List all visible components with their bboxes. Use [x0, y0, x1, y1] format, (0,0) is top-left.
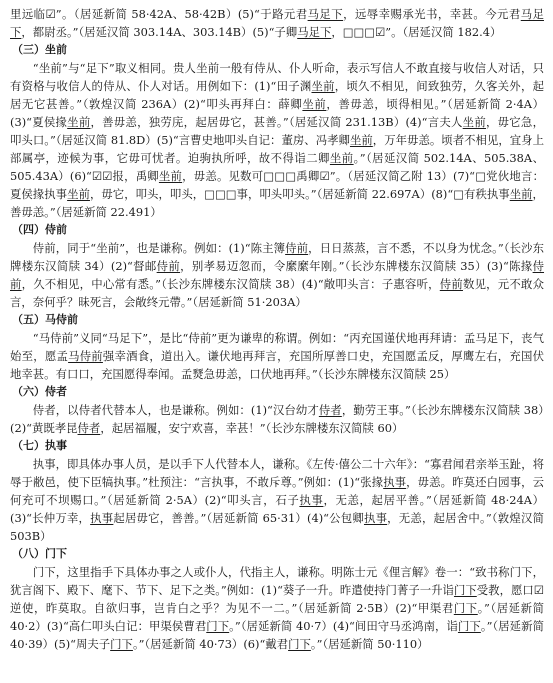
underlined-term: 侍前	[439, 277, 463, 291]
underlined-term: 马足下	[307, 7, 344, 21]
text-run: 侍前，同于“坐前”，也是谦称。例如：(1)“陈主簿	[32, 241, 286, 255]
text-run: ，起居福履，安宁欢喜，幸甚！”（长沙东牌楼东汉简牍 60）	[100, 421, 404, 435]
underlined-term: 侍前	[156, 259, 181, 273]
body-paragraph	[10, 239, 544, 311]
underlined-term: 侍前	[10, 259, 545, 291]
text-run: ，毋恙。昨莫还白园事，云何充可不坝赐口。”（居延新简 2·5A）(2)“叩头言，石子	[10, 475, 544, 507]
text-run: ，都尉丞。”（居延汉简 303.14A、303.14B）(5)“子卿	[21, 25, 298, 39]
text-run: ，善毋恙。”（居延新简 22.491）	[10, 187, 544, 219]
underlined-term: 坐前	[302, 97, 327, 111]
text-run: ，无恙，起居舍中。”（敦煌汉简 503B）	[10, 511, 544, 543]
underlined-term: 坐前	[67, 187, 90, 201]
section-heading: （四）侍前	[12, 223, 67, 236]
text-run: ，万年毋恙。顷者不相见，宜身上部属亭，迹候为事，它毋可忧者。迫驹执所呼，故不得诣二卿	[10, 133, 544, 165]
underlined-term: 坐前	[329, 151, 354, 165]
text-run: 。”（居延新简 40·73）(6)“戴君	[132, 637, 289, 651]
text-run: ，□□□☑”。（居延汉简 182.4）	[331, 25, 502, 39]
text-run: ，久不相见，中心常有悉。”（长沙东牌楼东汉简牍 38）(4)“敞叩头言：子惠容听，	[21, 277, 440, 291]
text-run: 数见，元不敢众言，奈何乎？昧死言，会敞终元帶。”（居延新简 51·203A）	[10, 277, 544, 309]
body-paragraph	[10, 563, 544, 653]
text-run: 。”（居延汉简 502.14A、505.38A、505.43A）(6)“☑☑报，禹卿	[10, 151, 544, 183]
text-run: 起居毋它，善善。”（居延新简 65·31）(4)“公包卿	[113, 511, 364, 525]
underlined-term: 执事	[90, 511, 114, 525]
text-run: 。”（居延新简 50·110）	[310, 637, 429, 651]
text-run: ，顷久不相见，间致独劳，久客关外，起居无它甚善。”（敦煌汉简 236A）(2)“叩头再拜白：薛卿	[10, 79, 544, 111]
text-run: ，毋它，叩头，叩头，□□□事，叩头叩头。”（居延新简 22.697A）(8)“□有秩执事	[89, 187, 510, 201]
underlined-term: 执事	[363, 511, 388, 525]
text-run: ，远辱幸赐承光书，幸甚。今元君	[343, 7, 521, 21]
text-run: 里远临☑”。（居延新简 58·42A、58·42B）(5)“于路元君	[10, 7, 308, 21]
text-run: ，善毋恙，顷得相见。”（居延新简 2·4A）(3)“夏侯掾	[10, 97, 544, 129]
underlined-term: 侍者	[77, 421, 101, 435]
underlined-term: 门下	[288, 637, 311, 651]
section-heading: （六）侍者	[12, 385, 67, 398]
text-run: ，毋它急，叩头口。”（居延汉简 81.8D）(5)“言曹史地叩头自记：董房、冯孝卿	[10, 115, 544, 147]
text-run: 侍者，以侍者代替本人，也是谦称。例如：(1)“汉台幼才	[32, 403, 319, 417]
body-paragraph	[10, 5, 544, 41]
body-paragraph	[10, 329, 544, 383]
text-run: ，无恙，起居平善。”（居延新简 48·24A）(3)“长仲万幸，	[10, 493, 544, 525]
underlined-term: 马足下	[10, 7, 544, 39]
text-run: ，日日蒸蒸，言不悉，不以身为忧念。”（长沙东牌楼东汉简牍 34）(2)“督邮	[10, 241, 544, 273]
text-run: “坐前”与“足下”取义相同。贵人坐前一般有侍从、仆人听命，表示写信人不敢直接与收信人对话，只有资格与收信人的侍从、仆人对话。用例如下：(1)“田子渊	[10, 61, 544, 93]
body-paragraph	[10, 59, 544, 221]
text-run: ，毋恙。见数可□□□禹卿☑”。（居延汉简乙附 13）(7)“□党伙地言：夏侯掾执事	[10, 169, 544, 201]
section-heading: （七）执事	[12, 439, 67, 452]
underlined-term: 坐前	[311, 79, 335, 93]
text-run: ，勤劳王事。”（长沙东牌楼东汉简牍 38）(2)“黄既孝昆	[10, 403, 544, 435]
underlined-term: 门下	[453, 601, 478, 615]
underlined-term: 坐前	[158, 169, 183, 183]
underlined-term: 门下	[110, 637, 133, 651]
text-run: 强幸酒食，道出入。谦伏地再拜言，充国所厚善口史，充国愿孟反，厚鹰左右，充国伏地幸甚。有口口，充国愿得奉闻。孟燹急毋恙，口伏地再拜。”（长沙东牌楼东汉简牍 25）	[10, 349, 544, 381]
text-run: 。”（居延新简 40·2）(3)“高仁叩头白记：甲渠侯曹君	[10, 601, 544, 633]
body-paragraph	[10, 401, 544, 437]
underlined-term: 坐前	[349, 133, 373, 147]
text-run: 执事，即具体办事人员，是以手下人代替本人，谦称。《左传·僖公二十六年》：“寡君闻君亲举玉趾，将辱于敝邑，使下臣犒执事。”杜预注：“言执事，不敢斥尊。”例如：(1)“张掾	[10, 457, 544, 489]
underlined-term: 执事	[299, 493, 324, 507]
text-run: 。”（居延新简 40·7）(4)“间田守马丞鸿南，诣	[229, 619, 458, 633]
section-heading: （五）马侍前	[12, 313, 78, 326]
text-run: 。”（居延新简 40·39）(5)“周夫子	[10, 619, 544, 651]
underlined-term: 坐前	[509, 187, 533, 201]
text-run: ，善毋恙，独劳庑，起居毋它，甚善。”（居延汉简 231.13B）(4)“言夫人	[90, 115, 463, 129]
section-heading: （三）坐前	[12, 43, 67, 56]
underlined-term: 侍前	[285, 241, 309, 255]
underlined-term: 门下	[453, 583, 477, 597]
text-run: 受教，愿口☑逆使，昨莫取。自欲归事，岂肯白之乎？为见不一二。”（居延新简 2·5B）(2)“甲渠君	[10, 583, 544, 615]
underlined-term: 门下	[206, 619, 230, 633]
text-run: “马侍前”义同“马足下”，是比“侍前”更为谦卑的称谓。例如：“丙充国谨伏地再拜请：孟马足下，丧气始至，愿孟	[10, 331, 544, 363]
underlined-term: 马侍前	[68, 349, 103, 363]
text-run: 门下，这里指手下具体办事之人或仆人，代指主人，谦称。明陈士元《俚言解》卷一：“致书称门下，犹言阁下、殿下、麾下、节下、足下之类。”例如：(1)“葵子一升。昨遣使持门菁子一升诣	[10, 565, 544, 597]
text-run: ，别孝易迈忽而，令縻縻年刚。”（长沙东牌楼东汉简牍 35）(3)“陈掾	[180, 259, 533, 273]
underlined-term: 侍者	[318, 403, 342, 417]
underlined-term: 坐前	[462, 115, 486, 129]
body-paragraph	[10, 455, 544, 545]
underlined-term: 执事	[383, 475, 407, 489]
underlined-term: 马足下	[297, 25, 332, 39]
underlined-term: 坐前	[67, 115, 91, 129]
underlined-term: 门下	[457, 619, 481, 633]
section-heading: （八）门下	[12, 547, 67, 560]
